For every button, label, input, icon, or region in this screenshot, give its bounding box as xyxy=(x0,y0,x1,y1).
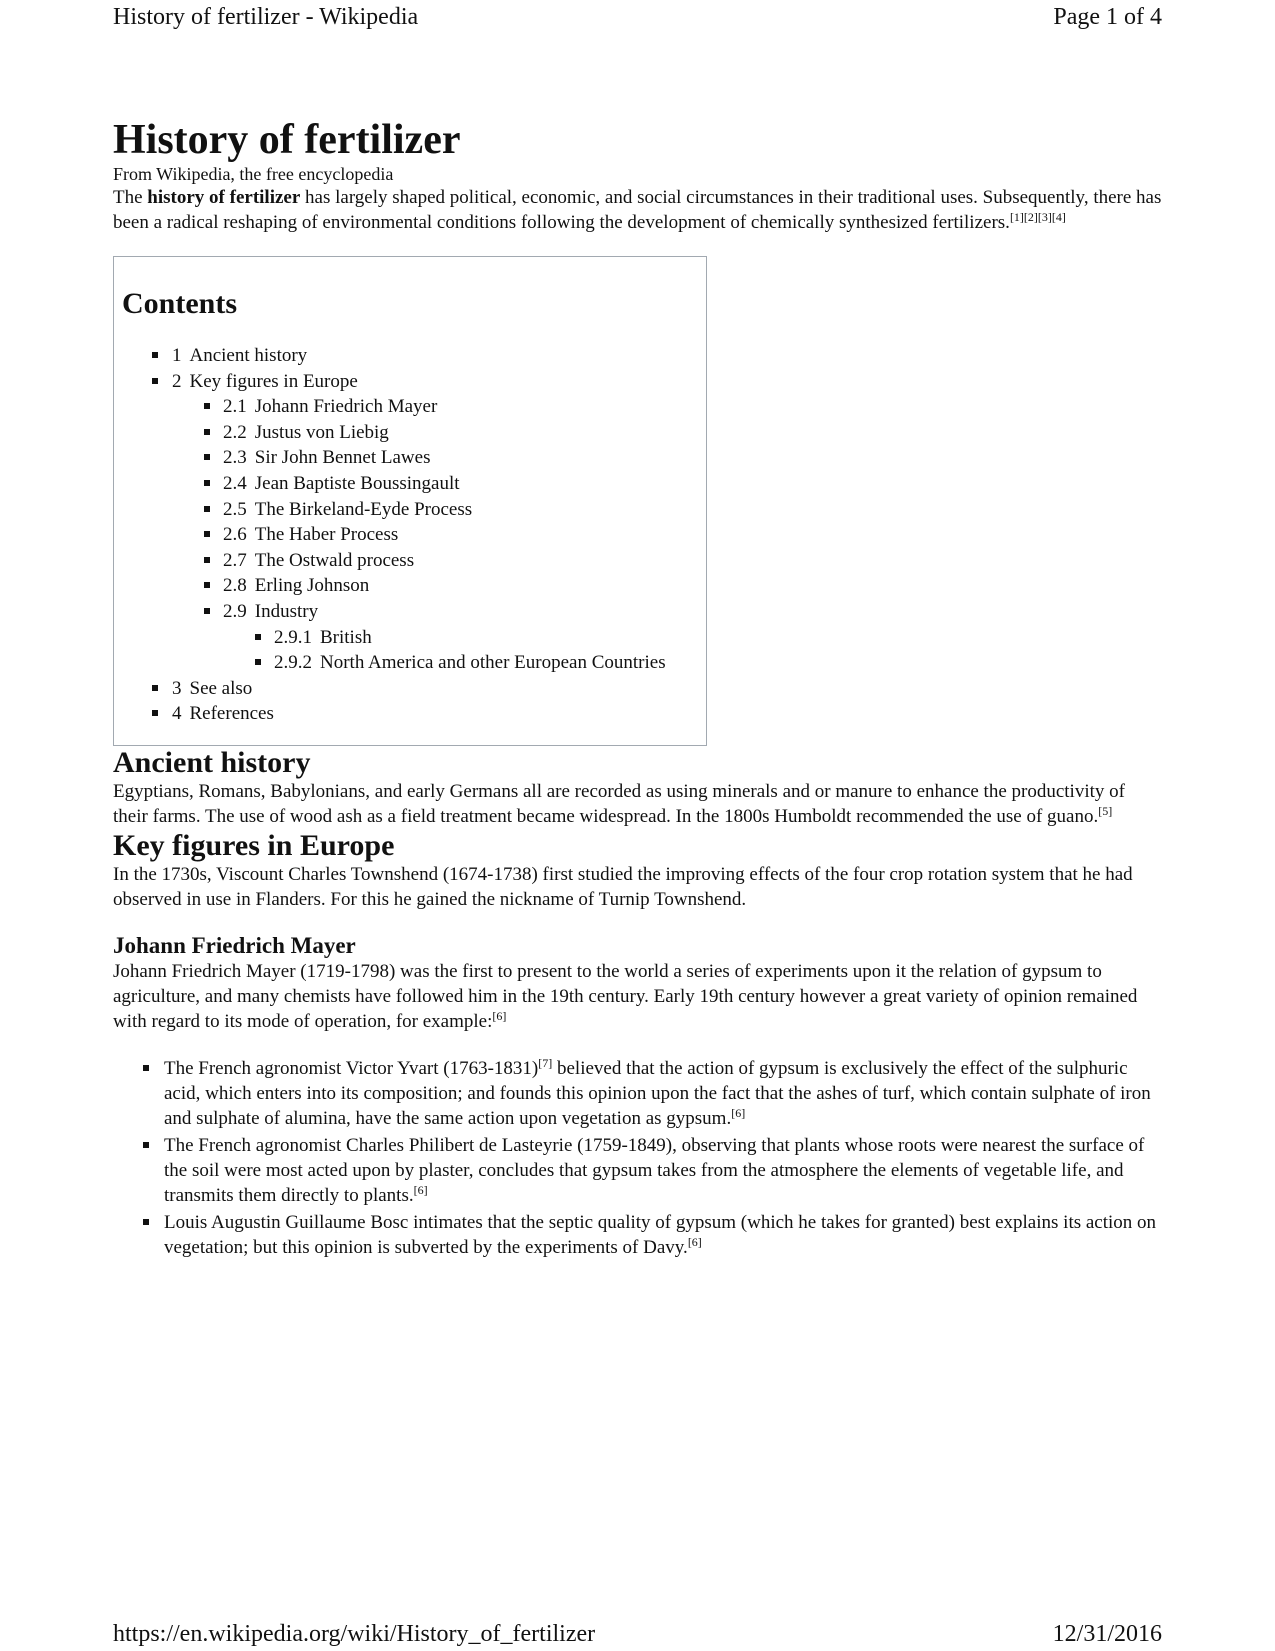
heading-mayer: Johann Friedrich Mayer xyxy=(113,933,356,958)
intro-text-post: has largely shaped political, economic, and social circumstances in their traditional uses. Subsequently, there has been a radical reshaping of environmental conditions following the development of chemically synthesized fertilizers. xyxy=(113,187,1162,234)
toc-item-ancient-history[interactable] xyxy=(122,343,698,369)
bullet-icon xyxy=(143,1142,149,1148)
toc-label: Key figures in Europe xyxy=(189,370,358,392)
citation-link[interactable]: [1][2][3][4] xyxy=(1009,210,1066,225)
intro-text-pre: The xyxy=(113,187,148,209)
toc-number: 2.9.1 xyxy=(274,626,312,648)
heading-ancient-history: Ancient history xyxy=(113,746,311,779)
ancient-history-text: Egyptians, Romans, Babylonians, and early Germans all are recorded as using minerals and or manure to enhance the productivity of their farms. The use of wood ash as a field treatment became widespread. In the 1800s Humboldt recommended the use of guano. xyxy=(113,781,1125,827)
list-item-text: The French agronomist Charles Philibert de Lasteyrie (1759-1849), observing that plants whose roots were nearest the surface of the soil were most acted upon by plaster, concludes that gypsum takes from the atmosphere the elements of vegetable life, and transmits them directly to plants. xyxy=(164,1135,1145,1206)
table-of-contents xyxy=(113,256,707,746)
toc-label: Erling Johnson xyxy=(254,575,370,597)
ancient-history-paragraph xyxy=(113,779,1163,829)
toc-number: 2.3 xyxy=(223,447,247,469)
toc-label: The Ostwald process xyxy=(254,549,415,571)
bullet-icon xyxy=(204,608,210,614)
list-item-text: The French agronomist Victor Yvart (1763-1831) xyxy=(164,1058,539,1079)
toc-label: The Haber Process xyxy=(254,524,399,546)
toc-label: Industry xyxy=(254,601,319,623)
mayer-paragraph xyxy=(113,959,1163,1034)
page-title: History of fertilizer xyxy=(113,117,461,163)
heading-key-figures: Key figures in Europe xyxy=(113,829,395,862)
toc-label: The Birkeland-Eyde Process xyxy=(254,498,473,520)
toc-number: 3 xyxy=(172,677,182,699)
toc-item-mayer[interactable] xyxy=(122,394,698,420)
toc-label: Ancient history xyxy=(189,345,308,367)
mayer-text: Johann Friedrich Mayer (1719-1798) was the first to present to the world a series of experiments upon it the relation of gypsum to agriculture, and many chemists have followed him in the 19th century. Early 19th century however a great variety of opinion remained with regard to its mode of operation, for example: xyxy=(113,961,1138,1032)
toc-label: Johann Friedrich Mayer xyxy=(254,396,438,418)
toc-label: North America and other European Countries xyxy=(320,652,666,674)
toc-title: Contents xyxy=(122,287,238,321)
site-tagline: From Wikipedia, the free encyclopedia xyxy=(113,164,394,185)
bullet-icon xyxy=(204,506,210,512)
toc-label: Sir John Bennet Lawes xyxy=(254,447,431,469)
bullet-icon xyxy=(152,685,158,691)
bullet-icon xyxy=(255,659,261,665)
toc-number: 2.6 xyxy=(223,524,247,546)
toc-number: 2.1 xyxy=(223,396,247,418)
toc-label: Justus von Liebig xyxy=(254,421,389,443)
toc-list xyxy=(122,343,698,727)
toc-item-industry[interactable] xyxy=(122,599,698,625)
print-header-title: History of fertilizer - Wikipedia xyxy=(113,3,419,30)
toc-number: 2.7 xyxy=(223,549,247,571)
toc-label: British xyxy=(320,626,372,648)
toc-item-erling-johnson[interactable] xyxy=(122,573,698,599)
intro-paragraph xyxy=(113,185,1163,235)
toc-item-ostwald[interactable] xyxy=(122,548,698,574)
bullet-icon xyxy=(152,378,158,384)
bullet-icon xyxy=(204,403,210,409)
toc-item-see-also[interactable] xyxy=(122,676,698,702)
toc-number: 2.8 xyxy=(223,575,247,597)
toc-number: 2.9.2 xyxy=(274,652,312,674)
toc-label: Jean Baptiste Boussingault xyxy=(254,473,460,495)
citation-link[interactable]: [5] xyxy=(1098,804,1113,818)
key-figures-paragraph: In the 1730s, Viscount Charles Townshend (1674-1738) first studied the improving effects of the four crop rotation system that he had observed in use in Flanders. For this he gained the nickname of Turnip Townshend. xyxy=(113,864,1133,910)
print-header xyxy=(113,0,1162,34)
toc-number: 1 xyxy=(172,345,182,367)
print-page-number: Page 1 of 4 xyxy=(1053,3,1162,30)
toc-item-birkeland-eyde[interactable] xyxy=(122,497,698,523)
bullet-icon xyxy=(255,634,261,640)
list-item xyxy=(113,1133,1163,1208)
list-item xyxy=(113,1056,1163,1131)
article-content xyxy=(113,118,1163,1262)
toc-number: 4 xyxy=(172,703,182,725)
list-item-text: Louis Augustin Guillaume Bosc intimates that the septic quality of gypsum (which he takes for granted) best explains its action on vegetation; but this opinion is subverted by the experiments of Davy. xyxy=(164,1212,1157,1258)
toc-number: 2 xyxy=(172,370,182,392)
bullet-icon xyxy=(143,1065,149,1071)
toc-number: 2.5 xyxy=(223,498,247,520)
citation-link[interactable]: [6] xyxy=(731,1106,746,1120)
bullet-icon xyxy=(143,1219,149,1225)
bullet-icon xyxy=(204,531,210,537)
toc-number: 2.9 xyxy=(223,601,247,623)
bullet-icon xyxy=(204,429,210,435)
list-item-text: believed that the action of gypsum is exclusively the effect of the sulphuric acid, which enters into its composition; and founds this opinion upon the fact that the ashes of turf, which contain sulphate of iron and sulphate of alumina, have the same action upon vegetation as gypsum. xyxy=(164,1058,1151,1129)
bullet-icon xyxy=(204,582,210,588)
print-date: 12/31/2016 xyxy=(1052,1620,1162,1647)
toc-item-liebig[interactable] xyxy=(122,420,698,446)
citation-link[interactable]: [6] xyxy=(687,1235,702,1249)
toc-item-key-figures[interactable] xyxy=(122,369,698,395)
toc-item-british[interactable] xyxy=(122,625,698,651)
toc-number: 2.4 xyxy=(223,473,247,495)
citation-link[interactable]: [6] xyxy=(492,1009,507,1023)
citation-link[interactable]: [6] xyxy=(413,1183,428,1197)
page-url: https://en.wikipedia.org/wiki/History_of_fertilizer xyxy=(113,1620,596,1647)
bullet-icon xyxy=(204,557,210,563)
bullet-icon xyxy=(204,454,210,460)
toc-item-haber[interactable] xyxy=(122,522,698,548)
bullet-icon xyxy=(204,480,210,486)
toc-number: 2.2 xyxy=(223,421,247,443)
toc-item-north-america[interactable] xyxy=(122,650,698,676)
list-item xyxy=(113,1210,1163,1260)
bullet-icon xyxy=(152,352,158,358)
mayer-opinions-list xyxy=(113,1056,1163,1260)
toc-label: See also xyxy=(189,677,253,699)
toc-item-boussingault[interactable] xyxy=(122,471,698,497)
citation-link[interactable]: [7] xyxy=(538,1056,553,1070)
bullet-icon xyxy=(152,710,158,716)
intro-bold-term: history of fertilizer xyxy=(147,187,301,209)
toc-item-references[interactable] xyxy=(122,701,698,727)
toc-label: References xyxy=(189,703,274,725)
toc-item-lawes[interactable] xyxy=(122,445,698,471)
print-footer xyxy=(113,1617,1162,1651)
